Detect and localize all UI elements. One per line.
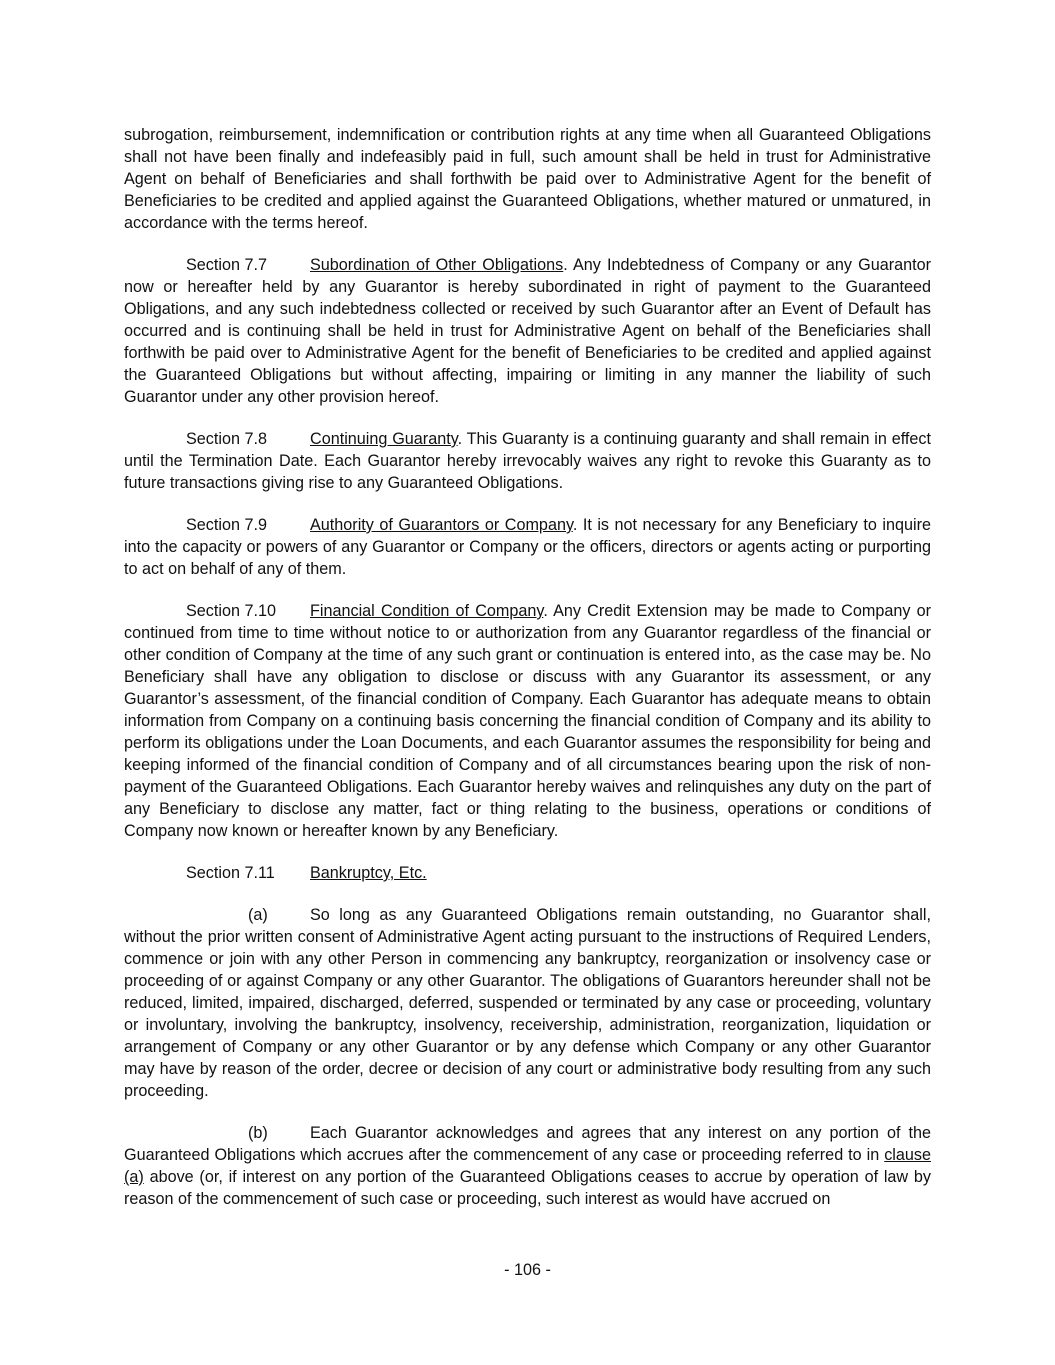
section-label: Section 7.10 bbox=[186, 602, 276, 620]
page-number: - 106 - bbox=[504, 1261, 551, 1279]
document-page bbox=[124, 124, 931, 1210]
section-7-9 bbox=[124, 514, 931, 580]
section-body: . Any Credit Extension may be made to Company or continued from time to time without notice to or authorization from any Guarantor regardless of the financial or other condition of Company at the time of any such grant or continuation is entered into, as the case may be. No Beneficiary shall have any obligation to disclose or discuss with any Guarantor its assessment, or any Guarantor’s assessment, of the financial condition of Company. Each Guarantor has adequate means to obtain information from Company on a continuing basis concerning the financial condition of Company and its ability to perform its obligations under the Loan Documents, and each Guarantor assumes the responsibility for being and keeping informed of the financial condition of Company and of all circumstances bearing upon the risk of non-payment of the Guaranteed Obligations. Each Guarantor hereby waives and relinquishes any duty on the part of any Beneficiary to disclose any matter, fact or thing relating to the business, operations or conditions of Company now known or hereafter known by any Beneficiary. bbox=[124, 602, 931, 840]
section-heading: Financial Condition of Company bbox=[310, 602, 544, 620]
continuation-paragraph: subrogation, reimbursement, indemnification or contribution rights at any time when all Guaranteed Obligations shall not have been finally and indefeasibly paid in full, such amount shall be held in trust for Administrative Agent on behalf of Beneficiaries and shall forthwith be paid over to Administrative Agent for the benefit of Beneficiaries to be credited and applied against the Guaranteed Obligations, whether matured or unmatured, in accordance with the terms hereof. bbox=[124, 126, 931, 232]
section-heading: Bankruptcy, Etc. bbox=[310, 864, 427, 882]
section-heading: Authority of Guarantors or Company bbox=[310, 516, 573, 534]
section-heading: Continuing Guaranty bbox=[310, 430, 458, 448]
section-7-7 bbox=[124, 254, 931, 408]
subsection-b bbox=[124, 1122, 931, 1210]
subsection-a bbox=[124, 904, 931, 1102]
section-label: Section 7.9 bbox=[186, 516, 267, 534]
section-7-8 bbox=[124, 428, 931, 494]
subsection-label: (a) bbox=[248, 906, 268, 924]
section-body: . This Guaranty is a continuing guaranty and shall remain in effect until the Termination Date. Each Guarantor hereby irrevocably waives any right to revoke this Guaranty as to future transactions giving rise to any Guaranteed Obligations. bbox=[124, 430, 931, 492]
subsection-label: (b) bbox=[248, 1124, 268, 1142]
section-7-11 bbox=[124, 862, 931, 884]
subsection-body-post: above (or, if interest on any portion of the Guaranteed Obligations ceases to accrue by operation of law by reason of the commencement of such case or proceeding, such interest as would have accrued on bbox=[124, 1168, 931, 1208]
section-label: Section 7.11 bbox=[186, 864, 275, 882]
section-label: Section 7.8 bbox=[186, 430, 267, 448]
subsection-body: So long as any Guaranteed Obligations remain outstanding, no Guarantor shall, without the prior written consent of Administrative Agent acting pursuant to the instructions of Required Lenders, commence or join with any other Person in commencing any bankruptcy, reorganization or insolvency case or proceeding of or against Company or any other Guarantor. The obligations of Guarantors hereunder shall not be reduced, limited, impaired, discharged, deferred, suspended or terminated by any case or proceeding, voluntary or involuntary, involving the bankruptcy, insolvency, receivership, administration, reorganization, liquidation or arrangement of Company or any other Guarantor or by any defense which Company or any other Guarantor may have by reason of the order, decree or decision of any court or administrative body resulting from any such proceeding. bbox=[124, 906, 931, 1100]
section-label: Section 7.7 bbox=[186, 256, 267, 274]
section-body: . Any Indebtedness of Company or any Guarantor now or hereafter held by any Guarantor is hereby subordinated in right of payment to the Guaranteed Obligations, and any such indebtedness collected or received by such Guarantor after an Event of Default has occurred and is continuing shall be held in trust for Administrative Agent on behalf of the Beneficiaries shall forthwith be paid over to Administrative Agent for the benefit of Beneficiaries to be credited and applied against the Guaranteed Obligations but without affecting, impairing or limiting in any manner the liability of such Guarantor under any other provision hereof. bbox=[124, 256, 931, 406]
subsection-body-pre: Each Guarantor acknowledges and agrees that any interest on any portion of the Guaranteed Obligations which accrues after the commencement of any case or proceeding referred to in bbox=[124, 1124, 931, 1164]
section-body: . It is not necessary for any Beneficiary to inquire into the capacity or powers of any Guarantor or Company or the officers, directors or agents acting or purporting to act on behalf of any of them. bbox=[124, 516, 931, 578]
clause-reference: clause (a) bbox=[124, 1146, 931, 1186]
section-heading: Subordination of Other Obligations bbox=[310, 256, 564, 274]
section-7-10 bbox=[124, 600, 931, 842]
